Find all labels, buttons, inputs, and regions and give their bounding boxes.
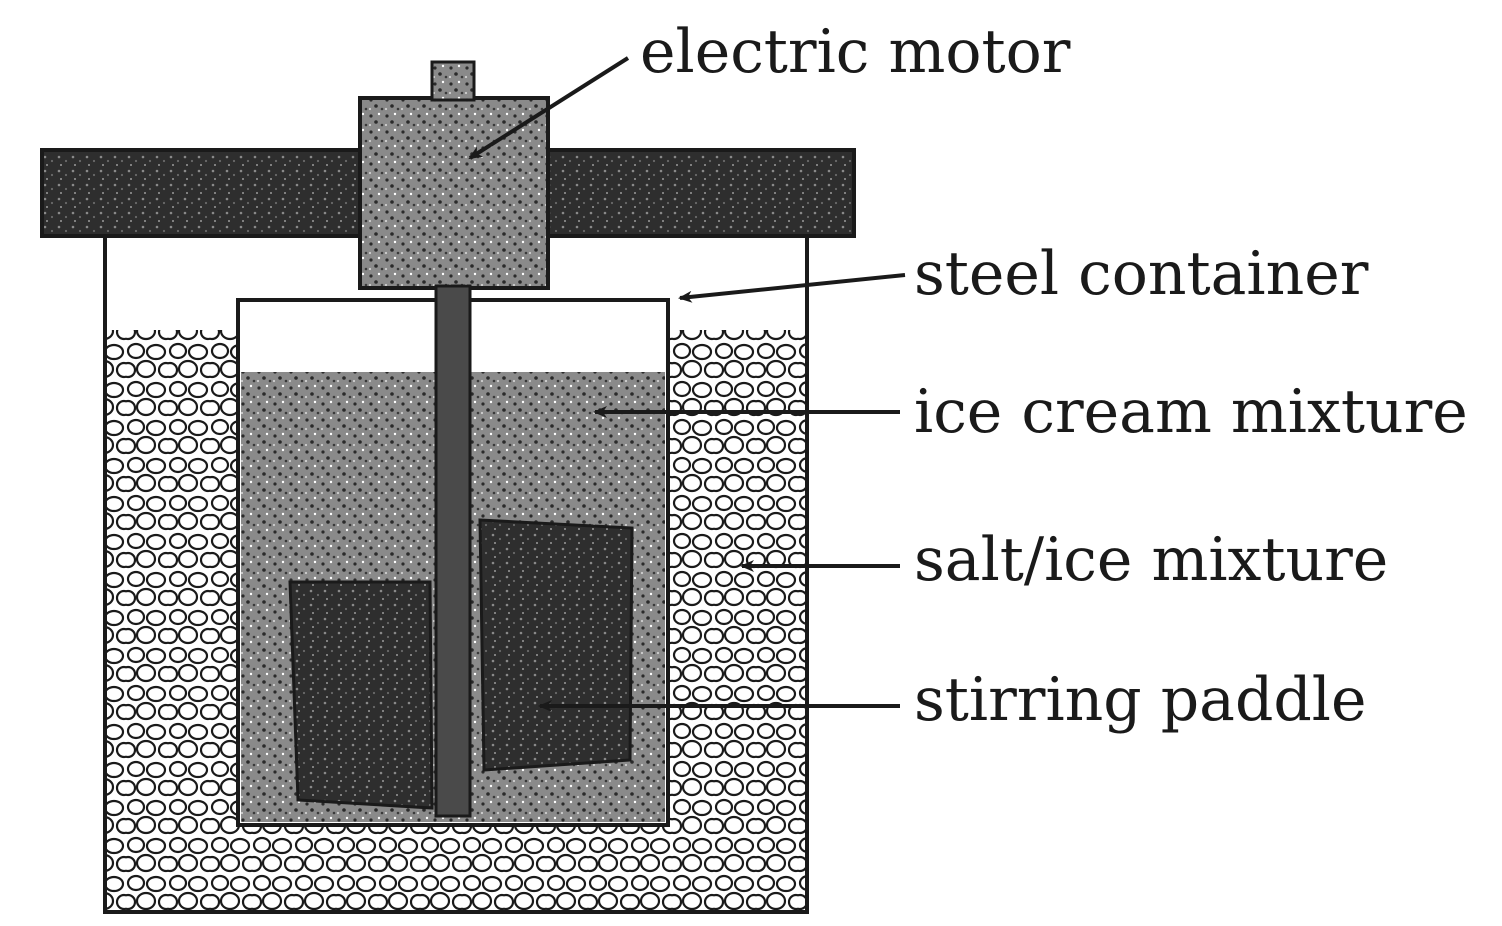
label-steel-container: steel container <box>914 239 1369 309</box>
label-stirring-paddle: stirring paddle <box>914 665 1367 735</box>
paddle-blade-right <box>480 520 632 770</box>
paddle-blade-left <box>290 582 432 808</box>
label-ice-cream-mixture: ice cream mixture <box>914 377 1468 447</box>
label-salt-ice-mixture: salt/ice mixture <box>914 525 1389 595</box>
label-electric-motor: electric motor <box>640 17 1071 87</box>
paddle-shaft <box>436 286 470 816</box>
motor-top-stub <box>432 62 474 100</box>
